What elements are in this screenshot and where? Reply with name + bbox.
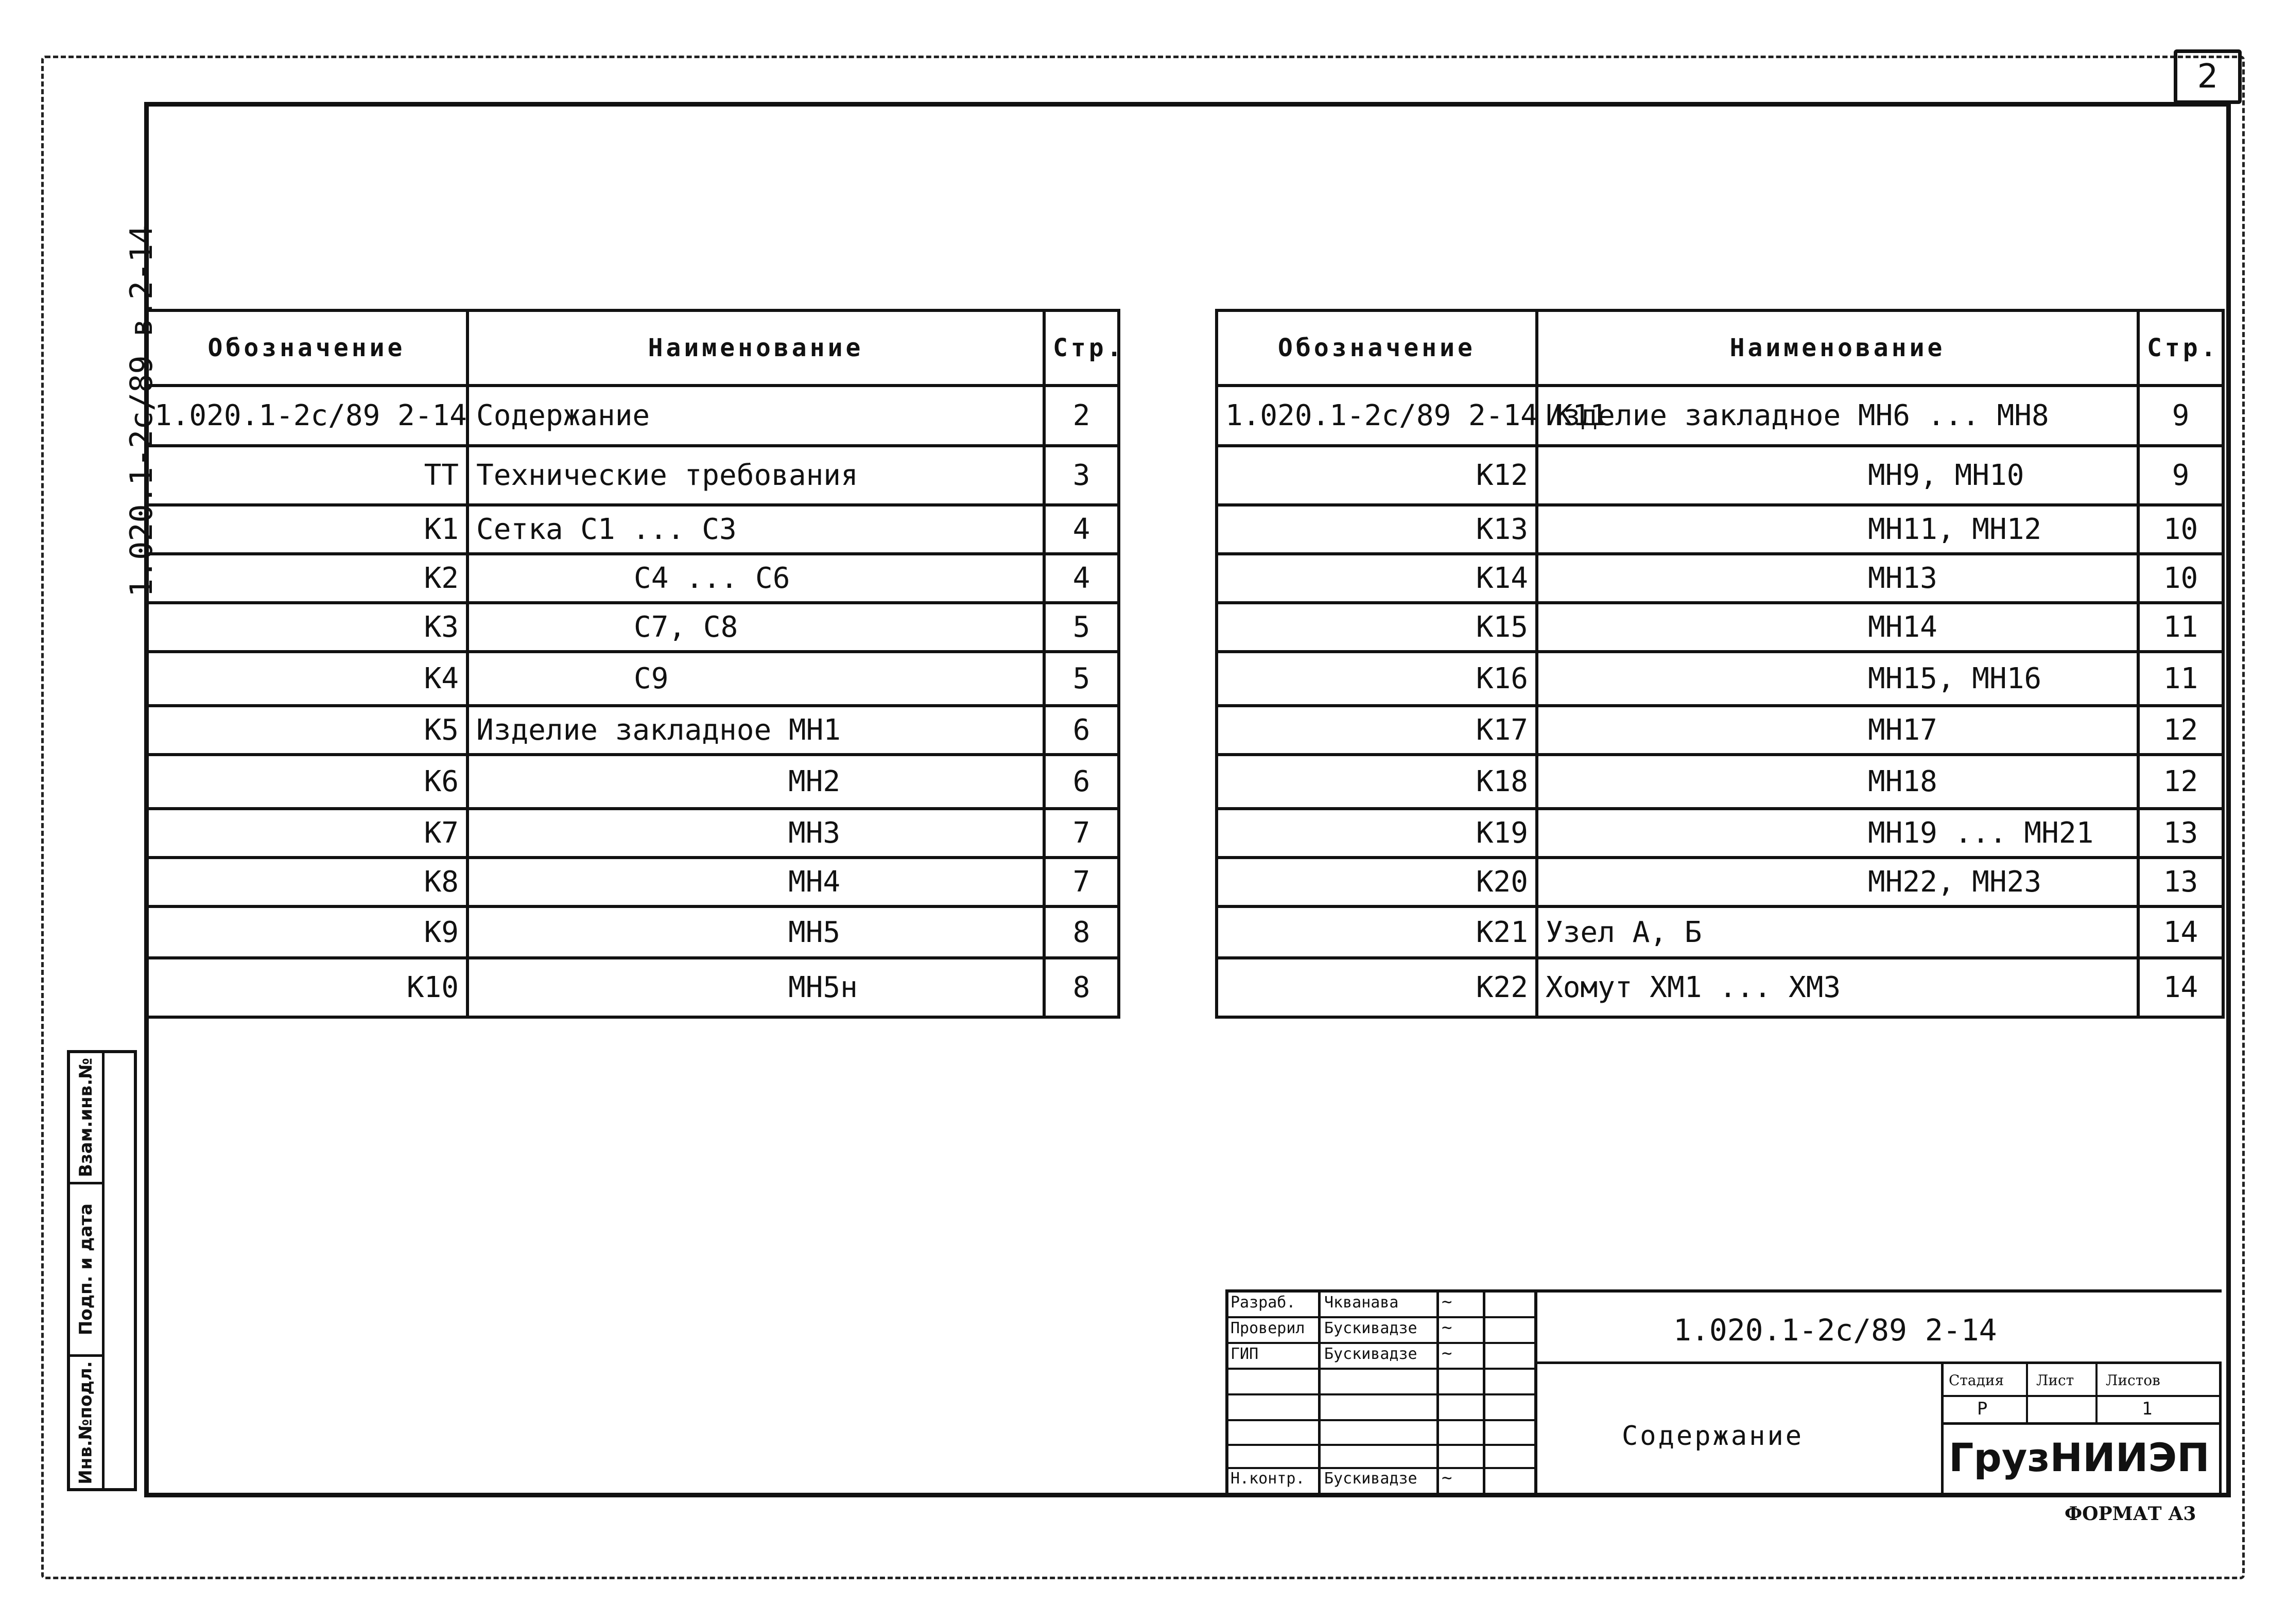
code-cell: К16 (1217, 652, 1537, 706)
title-block-person: Бускивадзе (1324, 1345, 1417, 1363)
table-row (146, 958, 1119, 1017)
table-row (1217, 505, 2223, 554)
page-cell: 9 (2138, 446, 2223, 505)
title-block-person: Бускивадзе (1324, 1470, 1417, 1488)
page-cell: 13 (2138, 858, 2223, 906)
table-row (1217, 603, 2223, 652)
title-block (1225, 1289, 2222, 1493)
side-cell-sign-date: Подп. и дата (70, 1184, 102, 1357)
table-row (1217, 958, 2223, 1017)
name-cell: МН14 (1537, 603, 2138, 652)
table-row (146, 906, 1119, 958)
sheet-number: 2 (2174, 49, 2242, 104)
side-approval-strip (67, 1050, 137, 1491)
title-block-person: Чкванава (1324, 1294, 1399, 1312)
page-cell: 6 (1044, 706, 1119, 755)
code-cell: К20 (1217, 858, 1537, 906)
title-block-role: Разраб. (1231, 1294, 1296, 1312)
table-header-row (1217, 310, 2223, 386)
side-cell-replace-inv: Взам.инв.№ (70, 1053, 102, 1184)
name-cell: Узел А, Б (1537, 906, 2138, 958)
name-cell: Содержание (467, 386, 1044, 446)
name-cell: МН13 (1537, 554, 2138, 603)
name-cell: С9 (467, 652, 1044, 706)
code-cell: К12 (1217, 446, 1537, 505)
page-cell: 3 (1044, 446, 1119, 505)
code-cell: 1.020.1-2с/89 2-14 К11 (1217, 386, 1537, 446)
header-page: Стр. (1044, 310, 1119, 386)
name-cell: МН15, МН16 (1537, 652, 2138, 706)
table-row (146, 858, 1119, 906)
name-cell: МН19 ... МН21 (1537, 809, 2138, 858)
page-cell: 11 (2138, 652, 2223, 706)
title-block-role: ГИП (1231, 1345, 1259, 1363)
organization-name: ГрузНИИЭП (1949, 1435, 2210, 1480)
table-header-row (146, 310, 1119, 386)
page-cell: 7 (1044, 858, 1119, 906)
table-row (146, 505, 1119, 554)
header-name: Наименование (467, 310, 1044, 386)
header-designation: Обозначение (146, 310, 467, 386)
format-label: ФОРМАТ А3 (2065, 1503, 2196, 1525)
page-cell: 8 (1044, 958, 1119, 1017)
stage-value: Р (1977, 1399, 1988, 1419)
page-cell: 14 (2138, 958, 2223, 1017)
side-document-code: 1.020.1-2с/89 в.2-14 (124, 225, 160, 597)
code-cell: К21 (1217, 906, 1537, 958)
name-cell: МН2 (467, 755, 1044, 809)
header-designation: Обозначение (1217, 310, 1537, 386)
name-cell: МН18 (1537, 755, 2138, 809)
code-cell: К3 (146, 603, 467, 652)
name-cell: Сетка С1 ... С3 (467, 505, 1044, 554)
contents-table-right (1215, 309, 2225, 1019)
table-row (1217, 652, 2223, 706)
table-row (1217, 706, 2223, 755)
name-cell: МН11, МН12 (1537, 505, 2138, 554)
page-cell: 8 (1044, 906, 1119, 958)
page-cell: 12 (2138, 755, 2223, 809)
code-cell: К18 (1217, 755, 1537, 809)
table-row (1217, 809, 2223, 858)
table-row (1217, 386, 2223, 446)
code-cell: К1 (146, 505, 467, 554)
page-cell: 13 (2138, 809, 2223, 858)
table-row (1217, 755, 2223, 809)
signature-mark: ~ (1442, 1343, 1452, 1364)
code-cell: 1.020.1-2с/89 2-14 (146, 386, 467, 446)
name-cell: Хомут ХМ1 ... ХМ3 (1537, 958, 2138, 1017)
header-page: Стр. (2138, 310, 2223, 386)
page-cell: 7 (1044, 809, 1119, 858)
code-cell: К7 (146, 809, 467, 858)
title-block-title: Содержание (1622, 1421, 1804, 1452)
name-cell: С4 ... С6 (467, 554, 1044, 603)
table-row (146, 386, 1119, 446)
name-cell: МН5н (467, 958, 1044, 1017)
table-row (146, 652, 1119, 706)
table-row (146, 706, 1119, 755)
page-cell: 14 (2138, 906, 2223, 958)
page-cell: 10 (2138, 554, 2223, 603)
name-cell: МН3 (467, 809, 1044, 858)
table-row (146, 554, 1119, 603)
name-cell: МН4 (467, 858, 1044, 906)
table-row (1217, 858, 2223, 906)
name-cell: МН5 (467, 906, 1044, 958)
code-cell: К4 (146, 652, 467, 706)
code-cell: К5 (146, 706, 467, 755)
table-row (1217, 906, 2223, 958)
name-cell: С7, С8 (467, 603, 1044, 652)
title-block-role: Проверил (1231, 1319, 1305, 1337)
sheets-value: 1 (2142, 1399, 2153, 1419)
contents-table-left (144, 309, 1125, 1019)
code-cell: К9 (146, 906, 467, 958)
signature-mark: ~ (1442, 1317, 1452, 1338)
header-name: Наименование (1537, 310, 2138, 386)
code-cell: К13 (1217, 505, 1537, 554)
code-cell: К6 (146, 755, 467, 809)
table-row (146, 809, 1119, 858)
page-cell: 5 (1044, 652, 1119, 706)
page-cell: 9 (2138, 386, 2223, 446)
signature-mark: ~ (1442, 1291, 1452, 1312)
signature-mark: ~ (1442, 1468, 1452, 1488)
code-cell: К19 (1217, 809, 1537, 858)
table-row (146, 603, 1119, 652)
page-cell: 6 (1044, 755, 1119, 809)
table-row (1217, 554, 2223, 603)
code-cell: К10 (146, 958, 467, 1017)
code-cell: ТТ (146, 446, 467, 505)
page-cell: 11 (2138, 603, 2223, 652)
code-cell: К22 (1217, 958, 1537, 1017)
table-row (146, 755, 1119, 809)
title-block-document-code: 1.020.1-2с/89 2-14 (1673, 1313, 1997, 1348)
name-cell: МН22, МН23 (1537, 858, 2138, 906)
table-row (146, 446, 1119, 505)
name-cell: МН17 (1537, 706, 2138, 755)
stage-label: Стадия (1949, 1372, 2004, 1389)
page-cell: 2 (1044, 386, 1119, 446)
name-cell: Изделие закладное МН6 ... МН8 (1537, 386, 2138, 446)
page-cell: 12 (2138, 706, 2223, 755)
name-cell: Технические требования (467, 446, 1044, 505)
code-cell: К2 (146, 554, 467, 603)
code-cell: К14 (1217, 554, 1537, 603)
title-block-person: Бускивадзе (1324, 1319, 1417, 1337)
code-cell: К17 (1217, 706, 1537, 755)
name-cell: МН9, МН10 (1537, 446, 2138, 505)
page-cell: 4 (1044, 554, 1119, 603)
name-cell: Изделие закладное МН1 (467, 706, 1044, 755)
code-cell: К8 (146, 858, 467, 906)
side-cell-inv-original: Инв.№подл. (76, 1360, 97, 1485)
page-cell: 10 (2138, 505, 2223, 554)
table-row (1217, 446, 2223, 505)
page-cell: 4 (1044, 505, 1119, 554)
page-cell: 5 (1044, 603, 1119, 652)
code-cell: К15 (1217, 603, 1537, 652)
title-block-role: Н.контр. (1231, 1470, 1305, 1488)
sheet-label: Лист (2036, 1372, 2074, 1389)
sheets-label: Листов (2106, 1372, 2160, 1389)
